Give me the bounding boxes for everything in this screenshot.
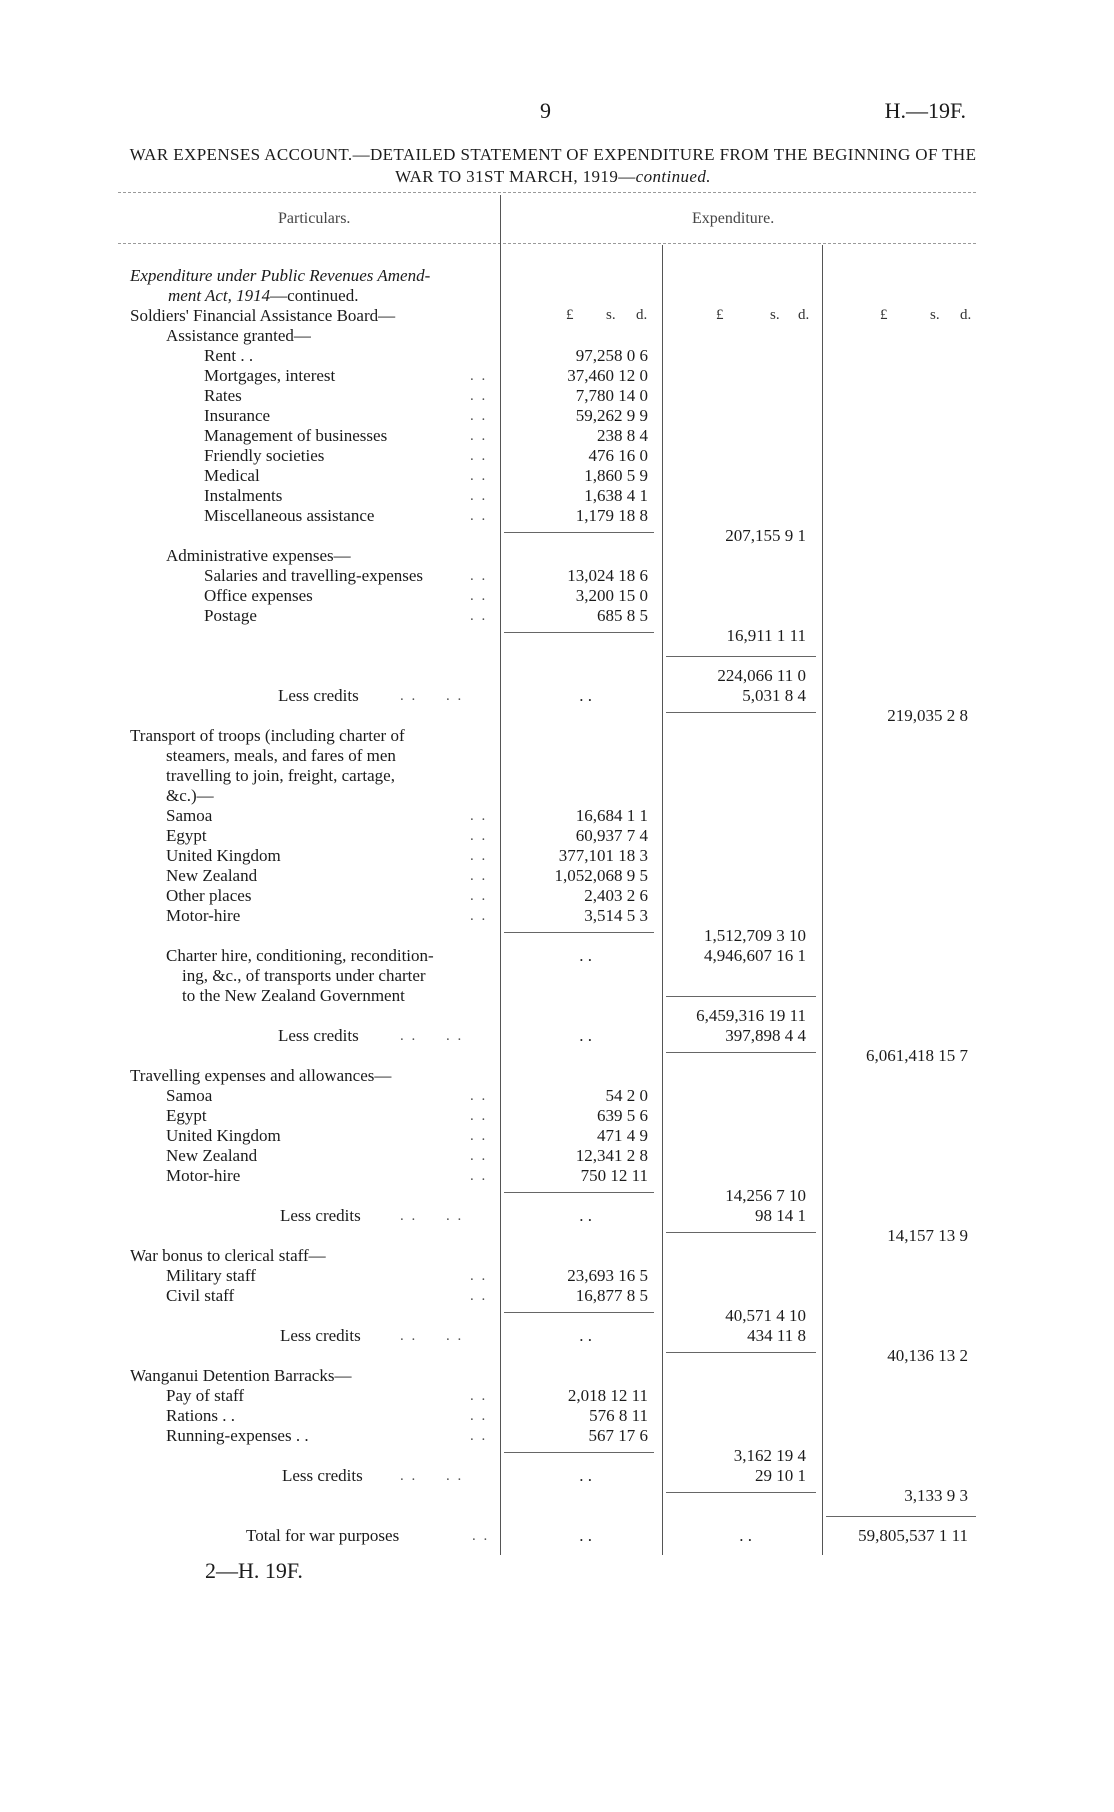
pounds-heading-col3: £	[880, 307, 888, 323]
transport-subtotal: 1,512,709 3 10	[704, 926, 806, 945]
leader-dots: . . . .	[400, 1208, 464, 1224]
subtotal-rule	[504, 1452, 654, 1453]
sfab-item-amount: 476 16 0	[588, 446, 648, 465]
sfab-item-amount: 238 8 4	[597, 426, 648, 445]
sfab-admin-amount: 685 8 5	[597, 606, 648, 625]
subtotal-rule	[504, 632, 654, 633]
subtotal-rule	[666, 1352, 816, 1353]
column-rule-1	[500, 195, 501, 1555]
wanganui-item-amount: 576 8 11	[589, 1406, 648, 1425]
pence-heading-col3: d.	[960, 307, 972, 323]
subtotal-rule	[666, 1232, 816, 1233]
sfab-less-credits: Less credits	[278, 686, 359, 705]
travelling-item-amount: 750 12 11	[580, 1166, 648, 1185]
transport-item-amount: 1,052,068 9 5	[554, 866, 648, 885]
document-reference: H.—19F.	[884, 98, 966, 123]
war-bonus-item-amount: 23,693 16 5	[567, 1266, 648, 1285]
section-heading-line-1: Expenditure under Public Revenues Amend-	[130, 266, 431, 285]
footer-signature: 2—H. 19F.	[205, 1558, 303, 1583]
pence-heading-col2: d.	[798, 307, 810, 323]
war-bonus-title: War bonus to clerical staff—	[130, 1246, 326, 1265]
leader-dots: . .	[472, 1528, 490, 1544]
transport-item-amount: 377,101 18 3	[558, 846, 648, 865]
travelling-item-label: Egypt	[166, 1106, 207, 1125]
sfab-admin-amount: 3,200 15 0	[575, 586, 648, 605]
transport-title: &c.)—	[166, 786, 214, 805]
transport-credits: 397,898 4 4	[725, 1026, 806, 1045]
total-label: Total for war purposes	[246, 1526, 400, 1545]
sfab-item-amount: 1,638 4 1	[584, 486, 648, 505]
title-line-1: WAR EXPENSES ACCOUNT.—DETAILED STATEMENT OF EXPENDITURE FROM THE BEGINNING OF THE	[129, 145, 977, 164]
travelling-net: 14,157 13 9	[887, 1226, 968, 1245]
transport-item-amount: 3,514 5 3	[584, 906, 648, 925]
travelling-item-label: New Zealand	[166, 1146, 258, 1165]
subtotal-rule	[504, 1192, 654, 1193]
leader-dots: . . . .	[470, 1268, 488, 1304]
war-bonus-gross: 40,571 4 10	[725, 1306, 806, 1325]
column-rule-3	[822, 245, 823, 1555]
sfab-item-label: Rates	[204, 386, 242, 405]
transport-title: Transport of troops (including charter of	[130, 726, 405, 745]
wanganui-item-label: Running-expenses . .	[166, 1426, 309, 1445]
transport-item-label: Other places	[166, 886, 252, 905]
placeholder-dots: . .	[579, 1326, 592, 1345]
wanganui-credits: 29 10 1	[755, 1466, 806, 1485]
transport-item-label: Egypt	[166, 826, 207, 845]
transport-item-amount: 16,684 1 1	[575, 806, 648, 825]
war-bonus-item-label: Civil staff	[166, 1286, 235, 1305]
sfab-item-label: Instalments	[204, 486, 283, 505]
leader-dots: . . . .	[400, 688, 464, 704]
page-number: 9	[540, 98, 551, 123]
sfab-item-label: Rent . .	[204, 346, 254, 365]
transport-less-credits: Less credits	[278, 1026, 359, 1045]
subtotal-rule	[504, 932, 654, 933]
sfab-item-amount: 7,780 14 0	[575, 386, 648, 405]
transport-item-amount: 60,937 7 4	[575, 826, 648, 845]
sfab-item-amount: 37,460 12 0	[567, 366, 648, 385]
war-bonus-item-label: Military staff	[166, 1266, 256, 1285]
subtotal-rule	[666, 996, 816, 997]
leader-dots: . . . . . . . . . . . . . . . .	[470, 368, 488, 524]
transport-net: 6,061,418 15 7	[866, 1046, 968, 1065]
placeholder-dots: . .	[579, 1026, 592, 1045]
shillings-heading-col3: s.	[930, 307, 940, 323]
wanganui-item-label: Pay of staff	[166, 1386, 245, 1405]
leader-dots: . . . . . . . . . . . .	[470, 808, 488, 924]
sfab-admin-heading: Administrative expenses—	[166, 546, 351, 565]
sfab-assistance-total: 207,155 9 1	[725, 526, 806, 545]
war-bonus-credits: 434 11 8	[747, 1326, 806, 1345]
transport-title: steamers, meals, and fares of men	[166, 746, 396, 765]
sfab-title: Soldiers' Financial Assistance Board—	[130, 306, 396, 325]
sfab-item-amount: 1,179 18 8	[575, 506, 648, 525]
travelling-item-amount: 639 5 6	[597, 1106, 648, 1125]
subtotal-rule	[666, 1492, 816, 1493]
travelling-title: Travelling expenses and allowances—	[130, 1066, 392, 1085]
sfab-item-label: Management of businesses	[204, 426, 388, 445]
wanganui-item-amount: 2,018 12 11	[567, 1386, 648, 1405]
pounds-heading-col2: £	[716, 307, 724, 323]
sfab-admin-label: Office expenses	[204, 586, 313, 605]
wanganui-title: Wanganui Detention Barracks—	[130, 1366, 352, 1385]
title-line-2: WAR TO 31ST MARCH, 1919—continued.	[395, 167, 711, 186]
sfab-item-label: Medical	[204, 466, 260, 485]
war-bonus-item-amount: 16,877 8 5	[575, 1286, 648, 1305]
transport-title: travelling to join, freight, cartage,	[166, 766, 395, 785]
subtotal-rule	[666, 656, 816, 657]
header-top-rule	[118, 192, 976, 193]
travelling-item-label: Samoa	[166, 1086, 213, 1105]
transport-item-label: United Kingdom	[166, 846, 281, 865]
sfab-credits: 5,031 8 4	[742, 686, 806, 705]
travelling-gross: 14,256 7 10	[725, 1186, 806, 1205]
charter-line: to the New Zealand Government	[182, 986, 405, 1005]
sfab-item-amount: 1,860 5 9	[584, 466, 648, 485]
transport-item-label: Samoa	[166, 806, 213, 825]
sfab-item-label: Mortgages, interest	[204, 366, 336, 385]
leader-dots: . . . .	[400, 1028, 464, 1044]
travelling-item-amount: 54 2 0	[605, 1086, 648, 1105]
placeholder-dots: . .	[579, 946, 592, 965]
leader-dots: . . . .	[400, 1328, 464, 1344]
total-rule	[826, 1516, 976, 1517]
wanganui-net: 3,133 9 3	[904, 1486, 968, 1505]
transport-item-label: Motor-hire	[166, 906, 241, 925]
wanganui-gross: 3,162 19 4	[733, 1446, 806, 1465]
pence-heading-col1: d.	[636, 307, 648, 323]
subtotal-rule	[666, 712, 816, 713]
sfab-admin-total: 16,911 1 11	[726, 626, 806, 645]
transport-gross: 6,459,316 19 11	[696, 1006, 806, 1025]
charter-line: Charter hire, conditioning, recondition-	[166, 946, 434, 965]
shillings-heading-col1: s.	[606, 307, 616, 323]
sfab-item-label: Miscellaneous assistance	[204, 506, 375, 525]
wanganui-item-label: Rations . .	[166, 1406, 235, 1425]
placeholder-dots: . .	[579, 1466, 592, 1485]
transport-item-label: New Zealand	[166, 866, 258, 885]
pounds-heading-col1: £	[566, 307, 574, 323]
travelling-less-credits: Less credits	[280, 1206, 361, 1225]
expenditure-header: Expenditure.	[692, 210, 775, 227]
leader-dots: . . . . . .	[470, 1388, 488, 1444]
placeholder-dots: . .	[579, 1526, 592, 1545]
charter-amount: 4,946,607 16 1	[704, 946, 806, 965]
particulars-header: Particulars.	[278, 210, 351, 227]
section-heading-line-2: ment Act, 1914—continued.	[168, 286, 359, 305]
travelling-item-amount: 12,341 2 8	[575, 1146, 648, 1165]
sfab-item-amount: 59,262 9 9	[575, 406, 648, 425]
sfab-admin-amount: 13,024 18 6	[567, 566, 648, 585]
sfab-net: 219,035 2 8	[887, 706, 968, 725]
charter-line: ing, &c., of transports under charter	[182, 966, 426, 985]
subtotal-rule	[504, 1312, 654, 1313]
wanganui-less-credits: Less credits	[282, 1466, 363, 1485]
war-bonus-less-credits: Less credits	[280, 1326, 361, 1345]
sfab-item-label: Insurance	[204, 406, 271, 425]
travelling-item-label: Motor-hire	[166, 1166, 241, 1185]
column-rule-2	[662, 245, 663, 1555]
placeholder-dots: . .	[579, 686, 592, 705]
wanganui-item-amount: 567 17 6	[588, 1426, 648, 1445]
shillings-heading-col2: s.	[770, 307, 780, 323]
placeholder-dots: . .	[739, 1526, 752, 1545]
sfab-gross: 224,066 11 0	[717, 666, 806, 685]
war-bonus-net: 40,136 13 2	[887, 1346, 968, 1365]
sfab-item-amount: 97,258 0 6	[575, 346, 648, 365]
subtotal-rule	[666, 1052, 816, 1053]
header-bottom-rule	[118, 243, 976, 244]
total-amount: 59,805,537 1 11	[858, 1526, 968, 1545]
sfab-admin-label: Postage	[204, 606, 257, 625]
statement-title	[128, 144, 978, 188]
sfab-admin-label: Salaries and travelling-expenses	[204, 566, 424, 585]
sfab-assistance-heading: Assistance granted—	[166, 326, 311, 345]
transport-item-amount: 2,403 2 6	[584, 886, 648, 905]
sfab-item-label: Friendly societies	[204, 446, 325, 465]
leader-dots: . . . . . . . . . .	[470, 1088, 488, 1184]
travelling-credits: 98 14 1	[755, 1206, 806, 1225]
placeholder-dots: . .	[579, 1206, 592, 1225]
travelling-item-amount: 471 4 9	[597, 1126, 648, 1145]
leader-dots: . . . . . .	[470, 568, 488, 624]
subtotal-rule	[504, 532, 654, 533]
travelling-item-label: United Kingdom	[166, 1126, 281, 1145]
leader-dots: . . . .	[400, 1468, 464, 1484]
